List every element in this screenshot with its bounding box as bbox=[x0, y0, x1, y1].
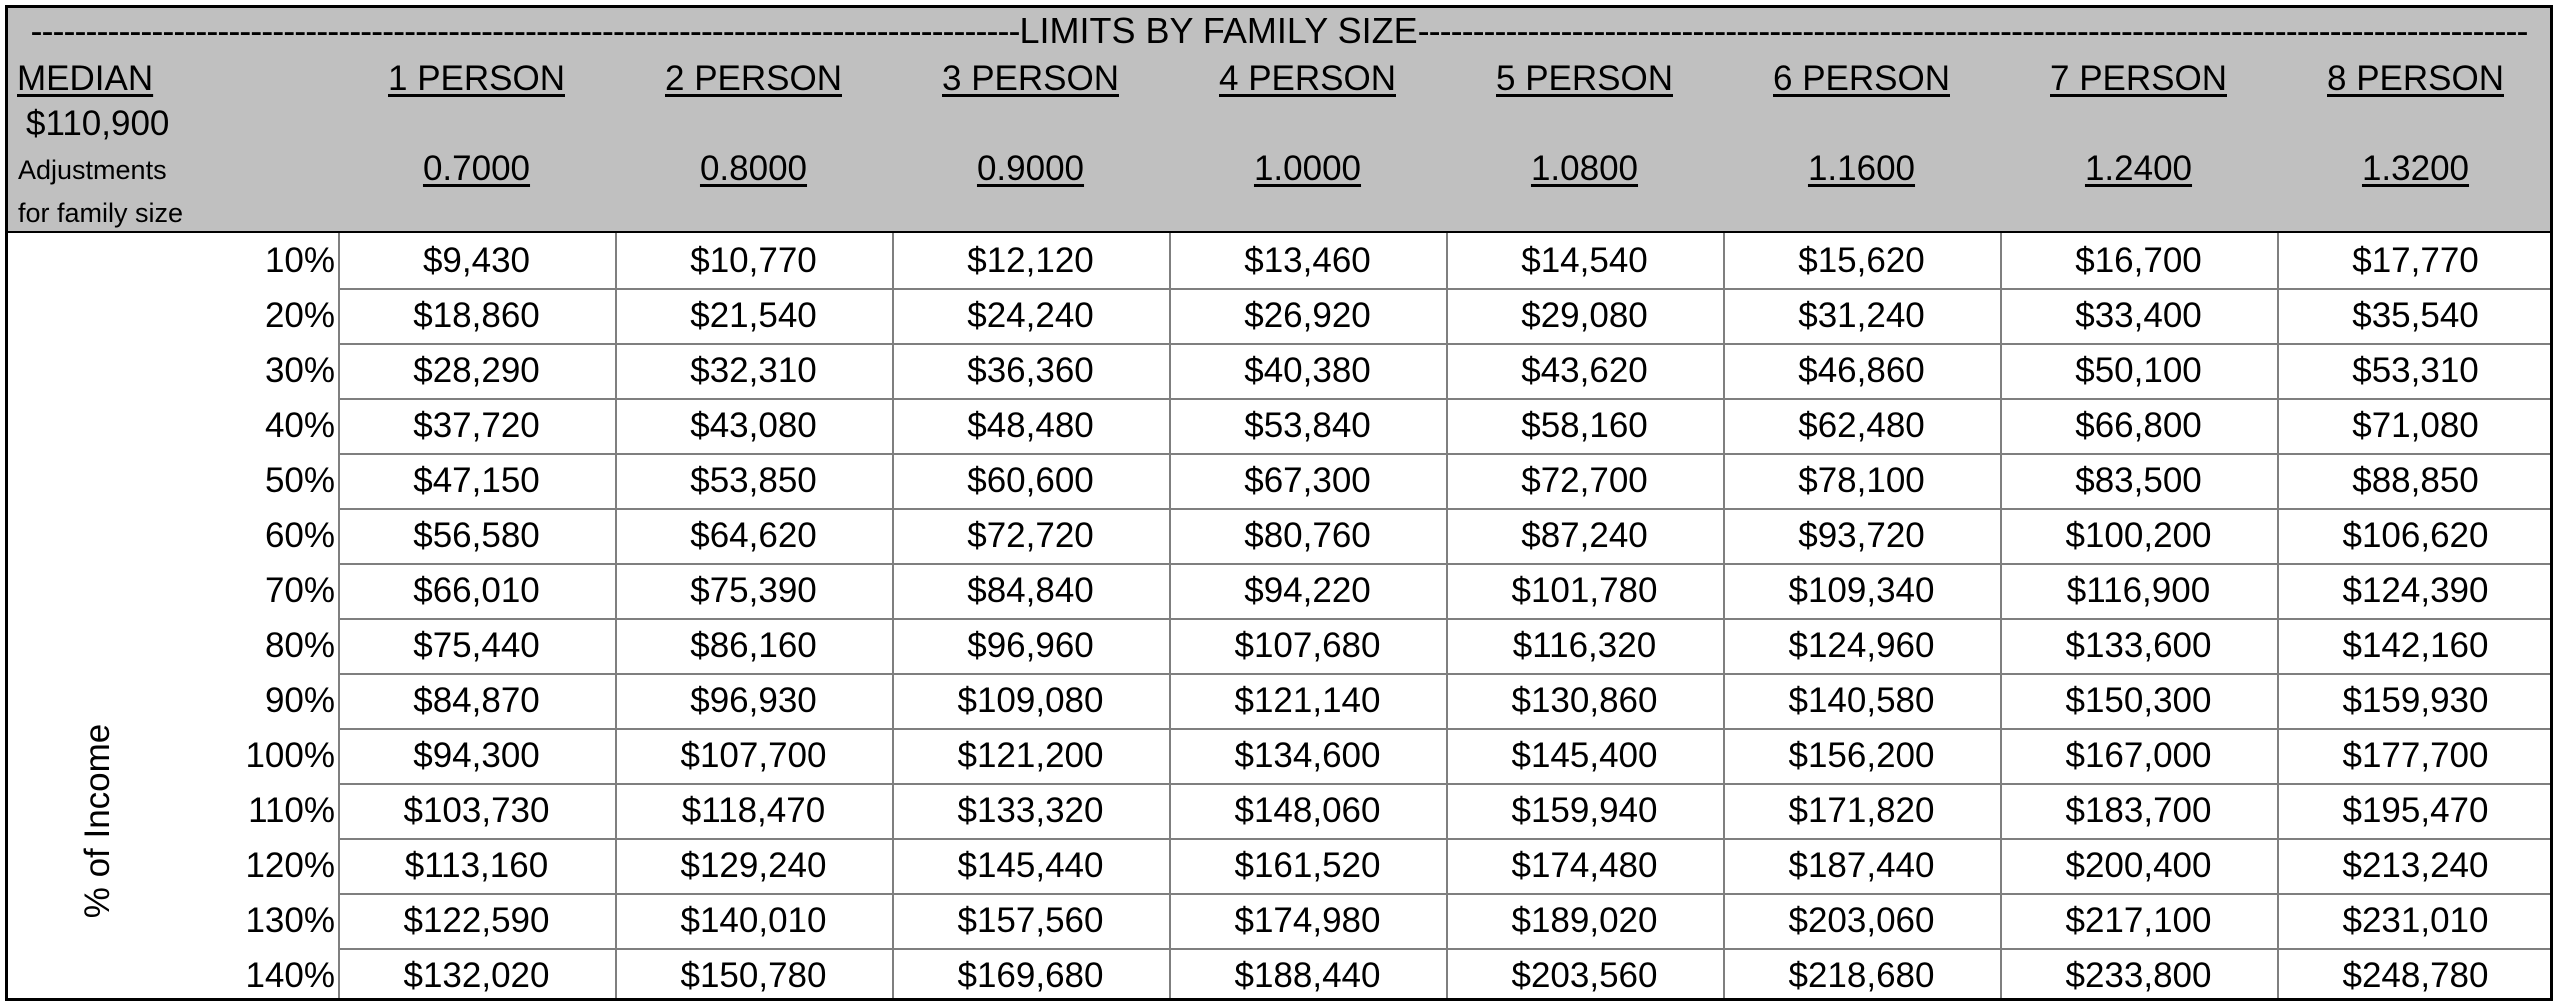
income-limit-cell: $132,020 bbox=[403, 956, 550, 995]
income-limit-cell: $116,900 bbox=[2066, 571, 2211, 610]
income-limit-cell: $203,060 bbox=[1788, 901, 1935, 940]
income-limit-cell: $213,240 bbox=[2342, 846, 2489, 885]
income-limit-cell: $53,310 bbox=[2352, 351, 2479, 390]
income-limit-cell: $122,590 bbox=[403, 901, 550, 940]
income-limit-cell: $35,540 bbox=[2352, 296, 2479, 335]
table-row bbox=[8, 728, 2550, 783]
adjustment-factor: 1.0800 bbox=[1530, 149, 1639, 188]
income-limit-cell: $93,720 bbox=[1798, 516, 1925, 555]
column-divider bbox=[338, 233, 340, 1001]
adjustment-factor: 1.0000 bbox=[1253, 149, 1362, 188]
income-limit-cell: $96,930 bbox=[690, 681, 817, 720]
income-limit-cell: $161,520 bbox=[1234, 846, 1381, 885]
adjustments-label-line1: Adjustments bbox=[18, 155, 167, 185]
income-limit-cell: $142,160 bbox=[2342, 626, 2489, 665]
income-limit-cell: $200,400 bbox=[2065, 846, 2212, 885]
income-limit-cell: $150,300 bbox=[2065, 681, 2212, 720]
table-row bbox=[8, 343, 2550, 398]
income-limit-cell: $47,150 bbox=[413, 461, 540, 500]
income-limit-cell: $107,680 bbox=[1234, 626, 1381, 665]
income-limit-cell: $148,060 bbox=[1234, 791, 1381, 830]
income-limit-cell: $118,470 bbox=[681, 791, 826, 830]
income-limit-cell: $28,290 bbox=[413, 351, 540, 390]
income-limit-cell: $78,100 bbox=[1798, 461, 1925, 500]
income-limit-cell: $9,430 bbox=[422, 241, 531, 280]
income-percent: 60% bbox=[264, 516, 335, 555]
median-label: MEDIAN bbox=[17, 59, 154, 98]
income-limit-cell: $159,940 bbox=[1511, 791, 1658, 830]
income-limit-cell: $174,980 bbox=[1234, 901, 1381, 940]
income-limit-cell: $171,820 bbox=[1788, 791, 1935, 830]
income-limit-cell: $26,920 bbox=[1244, 296, 1371, 335]
income-limit-cell: $121,140 bbox=[1234, 681, 1381, 720]
title-text: LIMITS BY FAMILY SIZE bbox=[1019, 10, 1418, 51]
table-row bbox=[8, 398, 2550, 453]
income-limit-cell: $231,010 bbox=[2342, 901, 2489, 940]
adjustment-factor: 0.7000 bbox=[422, 149, 531, 188]
income-limit-cell: $17,770 bbox=[2352, 241, 2479, 280]
income-limit-cell: $101,780 bbox=[1511, 571, 1658, 610]
income-percent: 100% bbox=[245, 736, 335, 775]
income-limit-cell: $174,480 bbox=[1511, 846, 1658, 885]
income-limit-cell: $157,560 bbox=[957, 901, 1104, 940]
income-limit-cell: $159,930 bbox=[2342, 681, 2489, 720]
income-limit-cell: $183,700 bbox=[2065, 791, 2212, 830]
column-divider bbox=[2277, 233, 2279, 1001]
income-limits-table bbox=[5, 5, 2553, 1001]
income-limit-cell: $62,480 bbox=[1798, 406, 1925, 445]
income-limit-cell: $248,780 bbox=[2342, 956, 2489, 995]
income-limit-cell: $134,600 bbox=[1234, 736, 1381, 775]
adjustment-factor: 0.8000 bbox=[699, 149, 808, 188]
column-divider bbox=[1446, 233, 1448, 1001]
income-limit-cell: $60,600 bbox=[967, 461, 1094, 500]
family-size-header: 4 PERSON bbox=[1219, 59, 1396, 98]
table-row bbox=[8, 508, 2550, 563]
title-dashes-left: ------------------------------------------------------------------------------------------ bbox=[30, 10, 1020, 51]
income-limit-cell: $103,730 bbox=[403, 791, 550, 830]
family-size-header: 5 PERSON bbox=[1496, 59, 1673, 98]
table-row bbox=[8, 618, 2550, 673]
income-percent: 30% bbox=[264, 351, 335, 390]
table-row bbox=[8, 838, 2550, 893]
income-limit-cell: $29,080 bbox=[1521, 296, 1648, 335]
income-percent: 40% bbox=[264, 406, 335, 445]
column-divider bbox=[1723, 233, 1725, 1001]
income-limit-cell: $177,700 bbox=[2342, 736, 2489, 775]
table-header bbox=[8, 8, 2550, 231]
income-limit-cell: $106,620 bbox=[2342, 516, 2489, 555]
income-limit-cell: $67,300 bbox=[1244, 461, 1371, 500]
income-limit-cell: $113,160 bbox=[404, 846, 549, 885]
table-row bbox=[8, 563, 2550, 618]
income-limit-cell: $109,340 bbox=[1788, 571, 1935, 610]
percent-of-income-label: % of Income bbox=[78, 723, 117, 919]
income-limit-cell: $187,440 bbox=[1788, 846, 1935, 885]
income-limit-cell: $12,120 bbox=[967, 241, 1094, 280]
income-limit-cell: $40,380 bbox=[1244, 351, 1371, 390]
income-limit-cell: $66,800 bbox=[2075, 406, 2202, 445]
table-row bbox=[8, 233, 2550, 288]
column-divider bbox=[2000, 233, 2002, 1001]
income-limit-cell: $18,860 bbox=[413, 296, 540, 335]
table-row bbox=[8, 673, 2550, 728]
income-limit-cell: $50,100 bbox=[2075, 351, 2202, 390]
income-limit-cell: $64,620 bbox=[690, 516, 817, 555]
income-limit-cell: $56,580 bbox=[413, 516, 540, 555]
income-percent: 120% bbox=[245, 846, 335, 885]
income-limit-cell: $14,540 bbox=[1521, 241, 1648, 280]
adjustment-factor: 1.3200 bbox=[2361, 149, 2470, 188]
income-limit-cell: $133,320 bbox=[957, 791, 1104, 830]
limits-title bbox=[8, 12, 2550, 50]
income-limit-cell: $96,960 bbox=[967, 626, 1094, 665]
income-limit-cell: $189,020 bbox=[1511, 901, 1658, 940]
income-limit-cell: $94,300 bbox=[413, 736, 540, 775]
income-limit-cell: $129,240 bbox=[680, 846, 827, 885]
income-limit-cell: $53,840 bbox=[1244, 406, 1371, 445]
income-limit-cell: $217,100 bbox=[2065, 901, 2212, 940]
income-limit-cell: $218,680 bbox=[1788, 956, 1935, 995]
family-size-header: 3 PERSON bbox=[942, 59, 1119, 98]
income-limit-cell: $13,460 bbox=[1244, 241, 1371, 280]
income-limit-cell: $83,500 bbox=[2075, 461, 2202, 500]
income-limit-cell: $124,960 bbox=[1788, 626, 1935, 665]
income-limit-cell: $156,200 bbox=[1788, 736, 1935, 775]
income-limit-cell: $124,390 bbox=[2342, 571, 2489, 610]
income-limit-cell: $88,850 bbox=[2352, 461, 2479, 500]
table-row bbox=[8, 893, 2550, 948]
income-limit-cell: $84,870 bbox=[413, 681, 540, 720]
income-grid bbox=[8, 231, 2550, 1001]
median-value: $110,900 bbox=[26, 104, 170, 143]
family-size-header: 8 PERSON bbox=[2327, 59, 2504, 98]
family-size-header: 2 PERSON bbox=[665, 59, 842, 98]
income-limit-cell: $24,240 bbox=[967, 296, 1094, 335]
income-limit-cell: $133,600 bbox=[2065, 626, 2212, 665]
income-limit-cell: $53,850 bbox=[690, 461, 817, 500]
income-limit-cell: $107,700 bbox=[680, 736, 827, 775]
income-percent: 50% bbox=[264, 461, 335, 500]
income-percent: 80% bbox=[264, 626, 335, 665]
income-limit-cell: $72,720 bbox=[967, 516, 1094, 555]
column-divider bbox=[1169, 233, 1171, 1001]
income-limit-cell: $203,560 bbox=[1511, 956, 1658, 995]
title-dashes-right: ----------------------------------------------------------------------------------------------------- bbox=[1417, 10, 2528, 51]
income-limit-cell: $43,620 bbox=[1521, 351, 1648, 390]
income-limit-cell: $37,720 bbox=[413, 406, 540, 445]
table-row bbox=[8, 288, 2550, 343]
income-limit-cell: $150,780 bbox=[680, 956, 827, 995]
income-limit-cell: $145,440 bbox=[957, 846, 1104, 885]
income-limit-cell: $10,770 bbox=[690, 241, 817, 280]
income-limit-cell: $71,080 bbox=[2352, 406, 2479, 445]
income-percent: 140% bbox=[245, 956, 335, 995]
income-limit-cell: $167,000 bbox=[2065, 736, 2212, 775]
column-divider bbox=[892, 233, 894, 1001]
income-percent: 110% bbox=[248, 791, 335, 830]
income-limit-cell: $58,160 bbox=[1521, 406, 1648, 445]
income-limit-cell: $31,240 bbox=[1798, 296, 1925, 335]
income-limit-cell: $140,580 bbox=[1788, 681, 1935, 720]
income-limit-cell: $48,480 bbox=[967, 406, 1094, 445]
income-limit-cell: $84,840 bbox=[967, 571, 1094, 610]
adjustment-factor: 1.2400 bbox=[2084, 149, 2193, 188]
income-limit-cell: $109,080 bbox=[957, 681, 1104, 720]
income-limit-cell: $21,540 bbox=[690, 296, 817, 335]
income-percent: 20% bbox=[264, 296, 335, 335]
income-limit-cell: $72,700 bbox=[1521, 461, 1648, 500]
family-size-header: 1 PERSON bbox=[388, 59, 565, 98]
income-limit-cell: $121,200 bbox=[957, 736, 1104, 775]
income-limit-cell: $86,160 bbox=[690, 626, 817, 665]
family-size-header: 7 PERSON bbox=[2050, 59, 2227, 98]
income-limit-cell: $36,360 bbox=[967, 351, 1094, 390]
income-percent: 10% bbox=[264, 241, 335, 280]
income-limit-cell: $87,240 bbox=[1521, 516, 1648, 555]
income-limit-cell: $32,310 bbox=[690, 351, 817, 390]
income-limit-cell: $66,010 bbox=[413, 571, 540, 610]
income-limit-cell: $94,220 bbox=[1244, 571, 1371, 610]
income-limit-cell: $130,860 bbox=[1511, 681, 1658, 720]
table-row bbox=[8, 948, 2550, 1001]
income-limit-cell: $43,080 bbox=[690, 406, 817, 445]
income-limit-cell: $75,390 bbox=[690, 571, 817, 610]
income-limit-cell: $233,800 bbox=[2065, 956, 2212, 995]
income-limit-cell: $116,320 bbox=[1512, 626, 1657, 665]
adjustment-factor: 1.1600 bbox=[1807, 149, 1916, 188]
income-limit-cell: $46,860 bbox=[1798, 351, 1925, 390]
income-limit-cell: $16,700 bbox=[2075, 241, 2202, 280]
income-limit-cell: $195,470 bbox=[2342, 791, 2489, 830]
table-row bbox=[8, 453, 2550, 508]
income-limit-cell: $75,440 bbox=[413, 626, 540, 665]
income-limit-cell: $100,200 bbox=[2065, 516, 2212, 555]
income-limit-cell: $15,620 bbox=[1798, 241, 1925, 280]
income-limit-cell: $80,760 bbox=[1244, 516, 1371, 555]
income-axis bbox=[8, 231, 338, 1001]
income-percent: 70% bbox=[264, 571, 335, 610]
family-size-header: 6 PERSON bbox=[1773, 59, 1950, 98]
income-limit-cell: $169,680 bbox=[957, 956, 1104, 995]
income-limit-cell: $140,010 bbox=[680, 901, 827, 940]
income-limit-cell: $145,400 bbox=[1511, 736, 1658, 775]
adjustment-factor: 0.9000 bbox=[976, 149, 1085, 188]
income-limit-cell: $33,400 bbox=[2075, 296, 2202, 335]
income-percent: 130% bbox=[245, 901, 335, 940]
income-percent: 90% bbox=[264, 681, 335, 720]
income-limit-cell: $188,440 bbox=[1234, 956, 1381, 995]
table-row bbox=[8, 783, 2550, 838]
column-divider bbox=[615, 233, 617, 1001]
adjustments-label-line2: for family size bbox=[18, 198, 184, 228]
